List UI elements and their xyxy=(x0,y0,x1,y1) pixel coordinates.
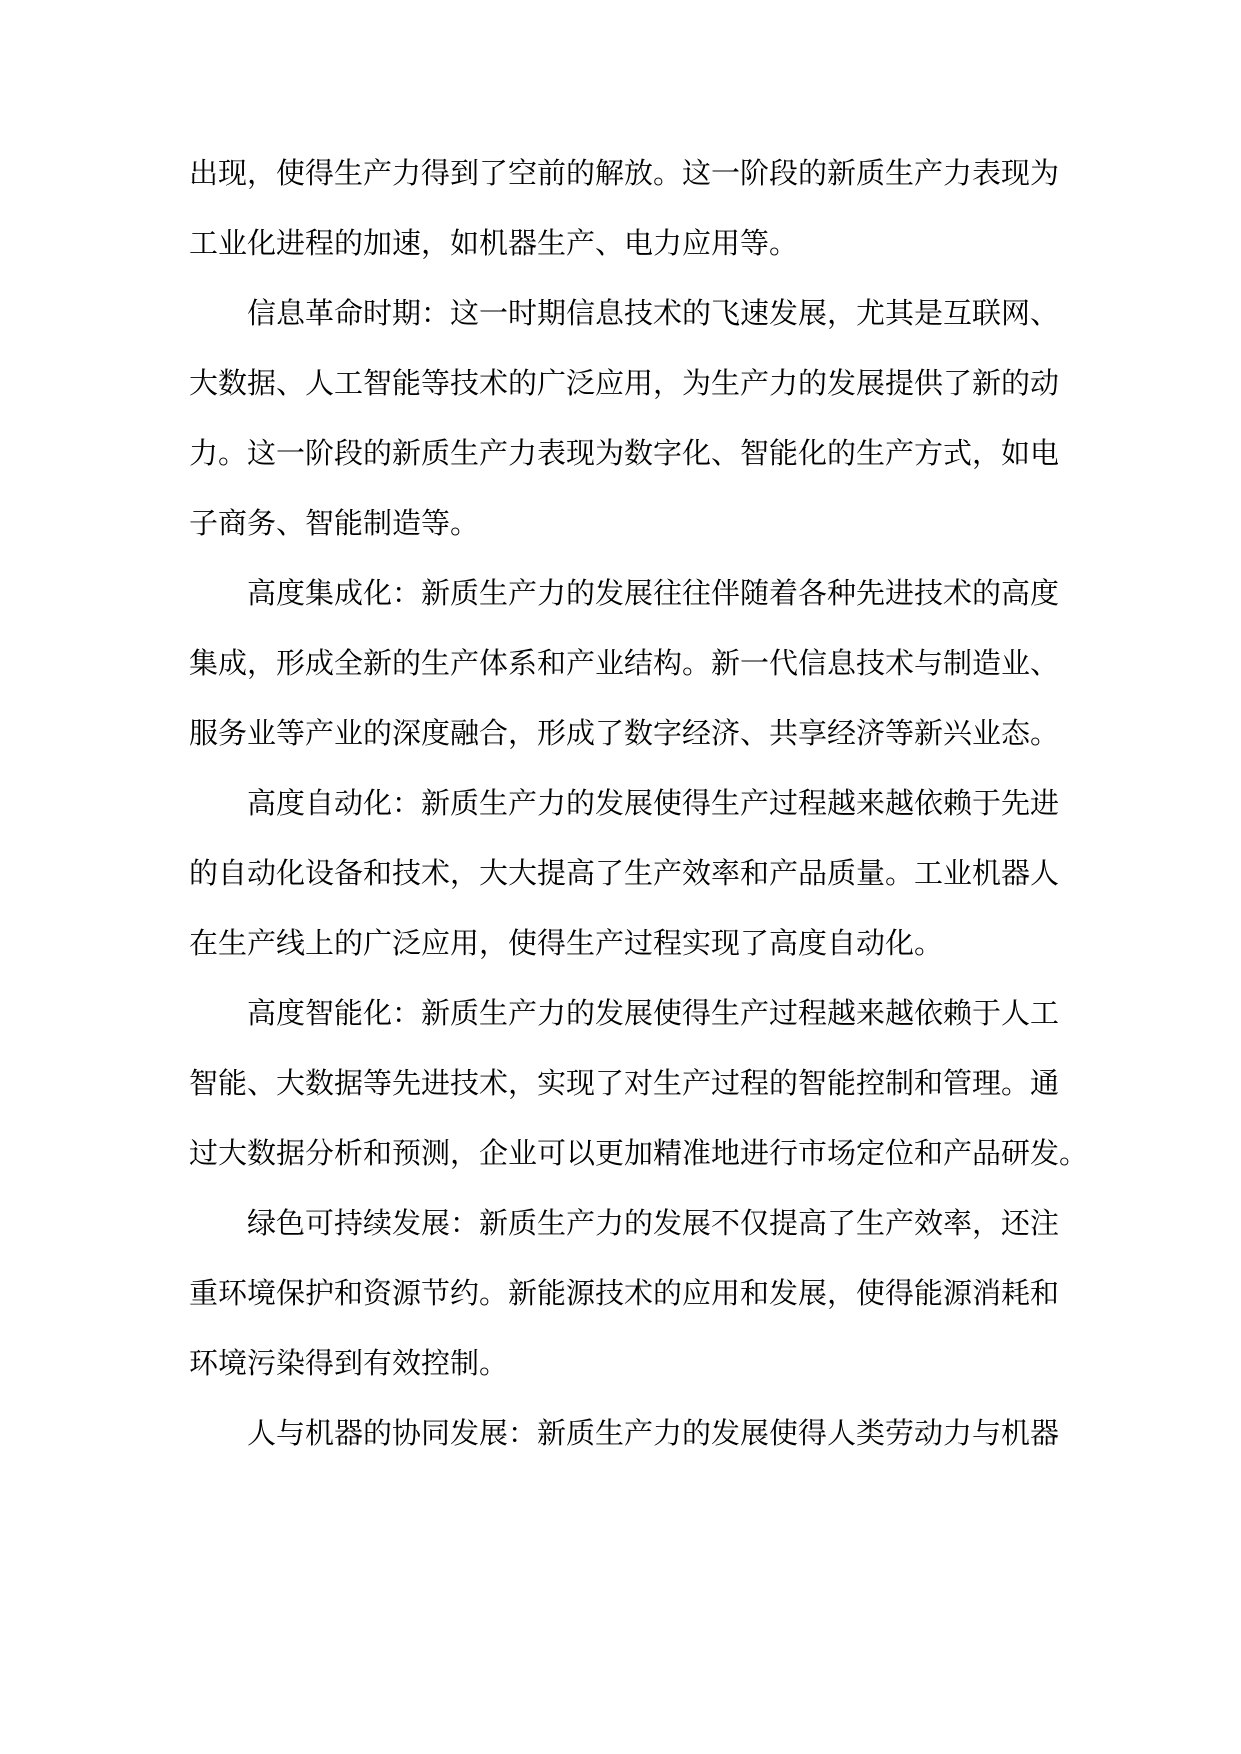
text-line: 大数据、人工智能等技术的广泛应用，为生产力的发展提供了新的动 xyxy=(189,366,1060,400)
text-line: 的自动化设备和技术，大大提高了生产效率和产品质量。工业机器人 xyxy=(189,856,1060,890)
text-line: 高度自动化：新质生产力的发展使得生产过程越来越依赖于先进 xyxy=(247,786,1060,820)
paragraph-green-sustainable xyxy=(189,1188,1060,1398)
text-line: 力。这一阶段的新质生产力表现为数字化、智能化的生产方式，如电 xyxy=(189,436,1060,470)
text-line: 服务业等产业的深度融合，形成了数字经济、共享经济等新兴业态。 xyxy=(189,716,1060,750)
paragraph-human-machine xyxy=(189,1398,1060,1468)
paragraph-high-integration xyxy=(189,558,1060,768)
text-line: 环境污染得到有效控制。 xyxy=(189,1346,509,1380)
text-line: 高度集成化：新质生产力的发展往往伴随着各种先进技术的高度 xyxy=(247,576,1060,610)
paragraph-information-revolution xyxy=(189,278,1060,558)
text-line: 信息革命时期：这一时期信息技术的飞速发展，尤其是互联网、 xyxy=(247,296,1060,330)
paragraph-high-intelligence xyxy=(189,978,1089,1188)
text-line: 人与机器的协同发展：新质生产力的发展使得人类劳动力与机器 xyxy=(247,1416,1060,1450)
text-line: 工业化进程的加速，如机器生产、电力应用等。 xyxy=(189,226,799,260)
text-line: 子商务、智能制造等。 xyxy=(189,506,480,540)
text-line: 在生产线上的广泛应用，使得生产过程实现了高度自动化。 xyxy=(189,926,944,960)
text-line: 重环境保护和资源节约。新能源技术的应用和发展，使得能源消耗和 xyxy=(189,1276,1060,1310)
document-body xyxy=(189,138,1089,1468)
text-line: 出现，使得生产力得到了空前的解放。这一阶段的新质生产力表现为 xyxy=(189,156,1060,190)
paragraph-high-automation xyxy=(189,768,1060,978)
paragraph-industrial-continuation xyxy=(189,138,1060,278)
text-line: 集成，形成全新的生产体系和产业结构。新一代信息技术与制造业、 xyxy=(189,646,1060,680)
text-line: 高度智能化：新质生产力的发展使得生产过程越来越依赖于人工 xyxy=(247,996,1060,1030)
text-line: 绿色可持续发展：新质生产力的发展不仅提高了生产效率，还注 xyxy=(247,1206,1060,1240)
text-line: 过大数据分析和预测，企业可以更加精准地进行市场定位和产品研发。 xyxy=(189,1136,1089,1170)
text-line: 智能、大数据等先进技术，实现了对生产过程的智能控制和管理。通 xyxy=(189,1066,1060,1100)
